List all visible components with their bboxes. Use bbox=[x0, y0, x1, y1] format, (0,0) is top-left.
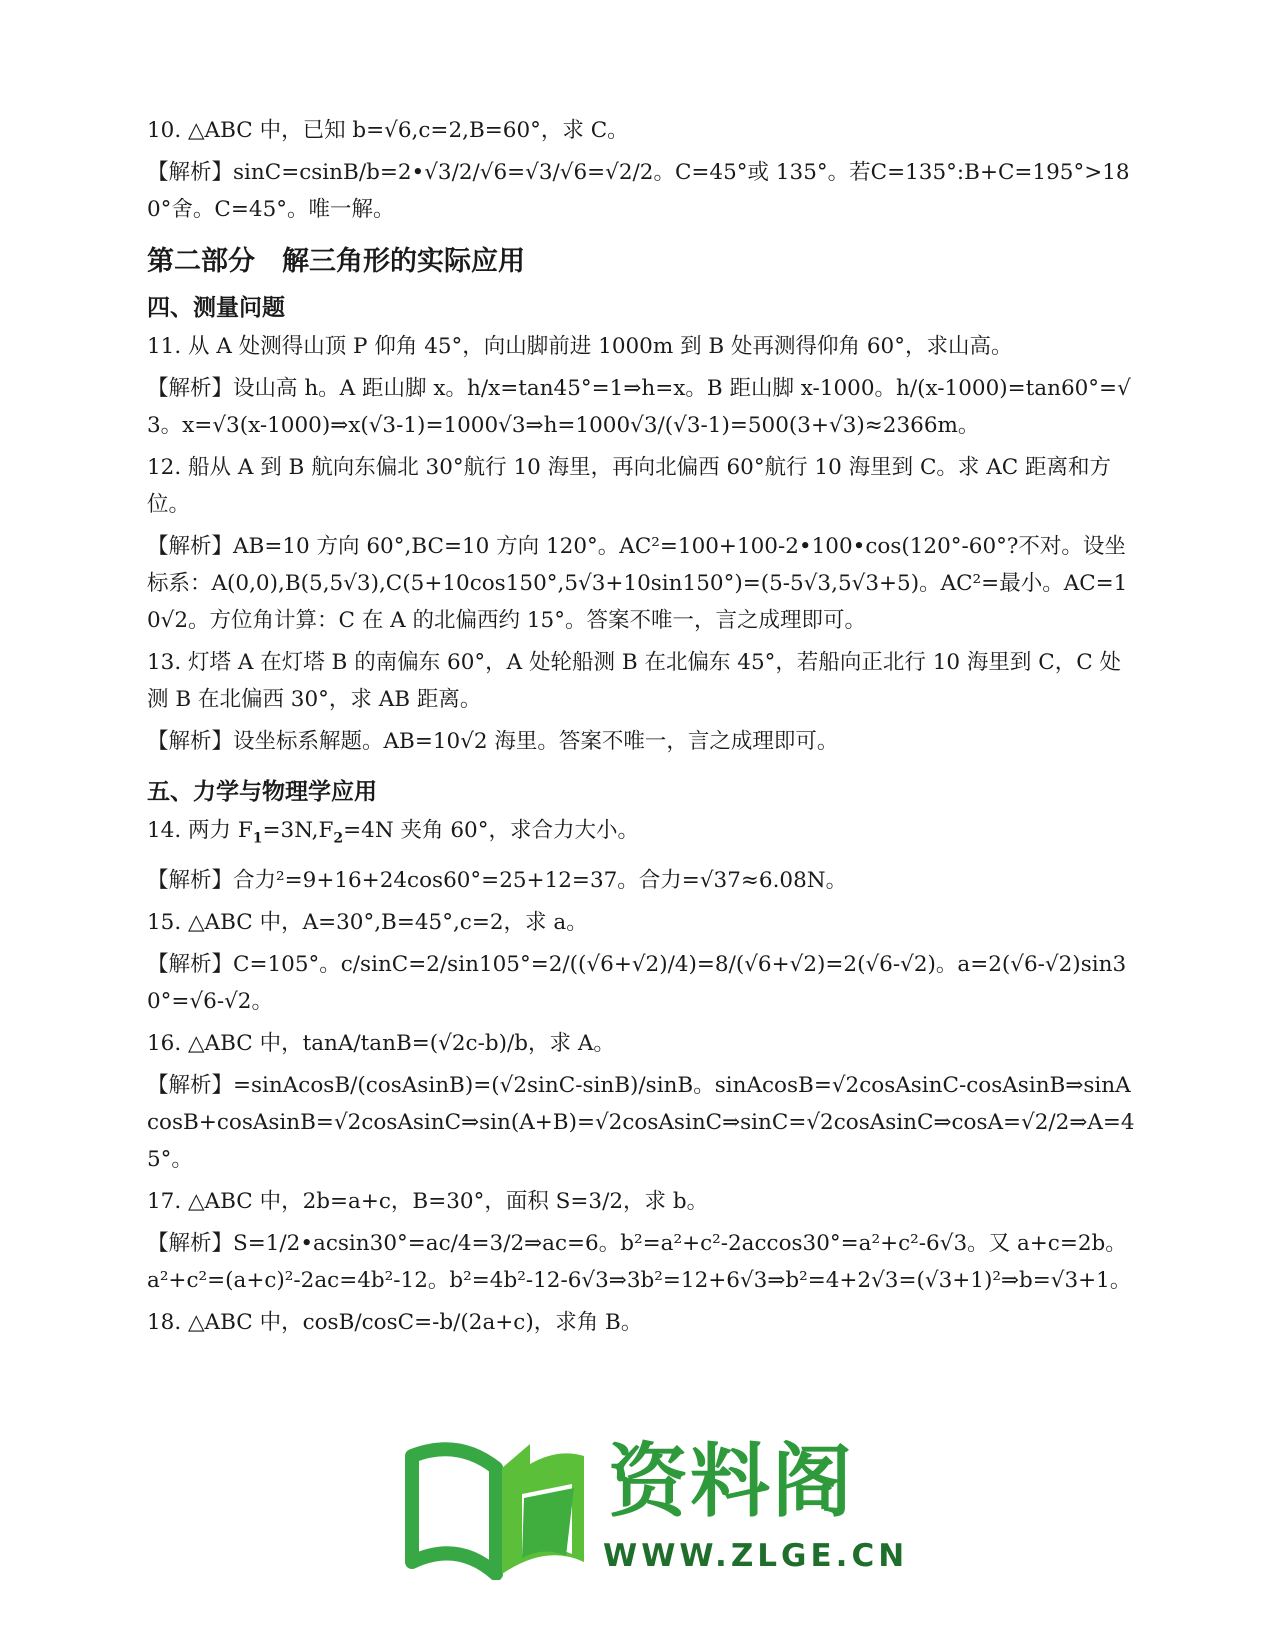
question-13: 13. 灯塔 A 在灯塔 B 的南偏东 60°，A 处轮船测 B 在北偏东 45°，若船向正北行 10 海里到 C，C 处测 B 在北偏西 30°，求 AB 距离。 bbox=[147, 650, 1122, 712]
q14-post: =4N 夹角 60°，求合力大小。 bbox=[343, 818, 639, 843]
logo-title: 资料阁 bbox=[608, 1435, 854, 1528]
document-page bbox=[147, 112, 1137, 1346]
answer-15: 【解析】C=105°。c/sinC=2/sin105°=2/((√6+√2)/4)=8/(√6+√2)=2(√6-√2)。a=2(√6-√2)sin30°=√6-√2。 bbox=[147, 952, 1127, 1015]
site-logo bbox=[398, 1435, 909, 1588]
question-10: 10. △ABC 中，已知 b=√6,c=2,B=60°，求 C。 bbox=[147, 118, 629, 143]
section-heading-5: 五、力学与物理学应用 bbox=[147, 779, 377, 805]
part-heading: 第二部分 解三角形的实际应用 bbox=[147, 246, 525, 277]
question-17: 17. △ABC 中，2b=a+c，B=30°，面积 S=3/2，求 b。 bbox=[147, 1189, 709, 1215]
answer-17: 【解析】S=1/2•acsin30°=ac/4=3/2⇒ac=6。b²=a²+c²-2accos30°=a²+c²-6√3。又 a+c=2b。a²+c²=(a+c)²-2ac=4b²-12。b²=4b²-12-6√3⇒3b²=12+6√3⇒b²=4+2√3=(√3+1)²⇒b=√3+1。 bbox=[147, 1231, 1132, 1294]
answer-11: 【解析】设山高 h。A 距山脚 x。h/x=tan45°=1⇒h=x。B 距山脚 x-1000。h/(x-1000)=tan60°=√3。x=√3(x-1000)⇒x(√3-1)=1000√3⇒h=1000√3/(√3-1)=500(3+√3)≈2366m。 bbox=[147, 376, 1131, 438]
logo-url: WWW.ZLGE.CN bbox=[603, 1538, 909, 1574]
section-heading-4: 四、测量问题 bbox=[147, 295, 285, 321]
q14-pre: 14. 两力 F bbox=[147, 818, 253, 843]
question-14 bbox=[147, 812, 1137, 857]
open-book-icon bbox=[398, 1438, 598, 1580]
question-18: 18. △ABC 中，cosB/cosC=-b/(2a+c)，求角 B。 bbox=[147, 1310, 643, 1336]
question-15: 15. △ABC 中，A=30°,B=45°,c=2，求 a。 bbox=[147, 910, 588, 936]
q14-sub-1: 1 bbox=[252, 830, 263, 847]
answer-10: 【解析】sinC=csinB/b=2•√3/2/√6=√3/√6=√2/2。C=45°或 135°。若C=135°:B+C=195°>180°舍。C=45°。唯一解。 bbox=[147, 160, 1130, 222]
question-12: 12. 船从 A 到 B 航向东偏北 30°航行 10 海里，再向北偏西 60°航行 10 海里到 C。求 AC 距离和方位。 bbox=[147, 455, 1112, 517]
q14-mid: =3N,F bbox=[262, 818, 334, 843]
answer-14: 【解析】合力²=9+16+24cos60°=25+12=37。合力=√37≈6.08N。 bbox=[147, 868, 848, 894]
answer-12: 【解析】AB=10 方向 60°,BC=10 方向 120°。AC²=100+100-2•100•cos(120°-60°?不对。设坐标系：A(0,0),B(5,5√3),C(5+10cos150°,5√3+10sin150°)=(5-5√3,5√3+5)。AC²=最小。AC=10√2。方位角计算：C 在 A 的北偏西约 15°。答案不唯一，言之成理即可。 bbox=[147, 534, 1128, 633]
question-11: 11. 从 A 处测得山顶 P 仰角 45°，向山脚前进 1000m 到 B 处再测得仰角 60°，求山高。 bbox=[147, 334, 1013, 359]
question-16: 16. △ABC 中，tanA/tanB=(√2c-b)/b，求 A。 bbox=[147, 1031, 615, 1057]
answer-13: 【解析】设坐标系解题。AB=10√2 海里。答案不唯一，言之成理即可。 bbox=[147, 729, 839, 754]
q14-sub-2: 2 bbox=[333, 830, 344, 847]
answer-16: 【解析】=sinAcosB/(cosAsinB)=(√2sinC-sinB)/sinB。sinAcosB=√2cosAsinC-cosAsinB⇒sinAcosB+cosAsinB=√2cosAsinC⇒sin(A+B)=√2cosAsinC⇒sinC=√2cosAsinC⇒cosA=√2/2⇒A=45°。 bbox=[147, 1073, 1135, 1173]
